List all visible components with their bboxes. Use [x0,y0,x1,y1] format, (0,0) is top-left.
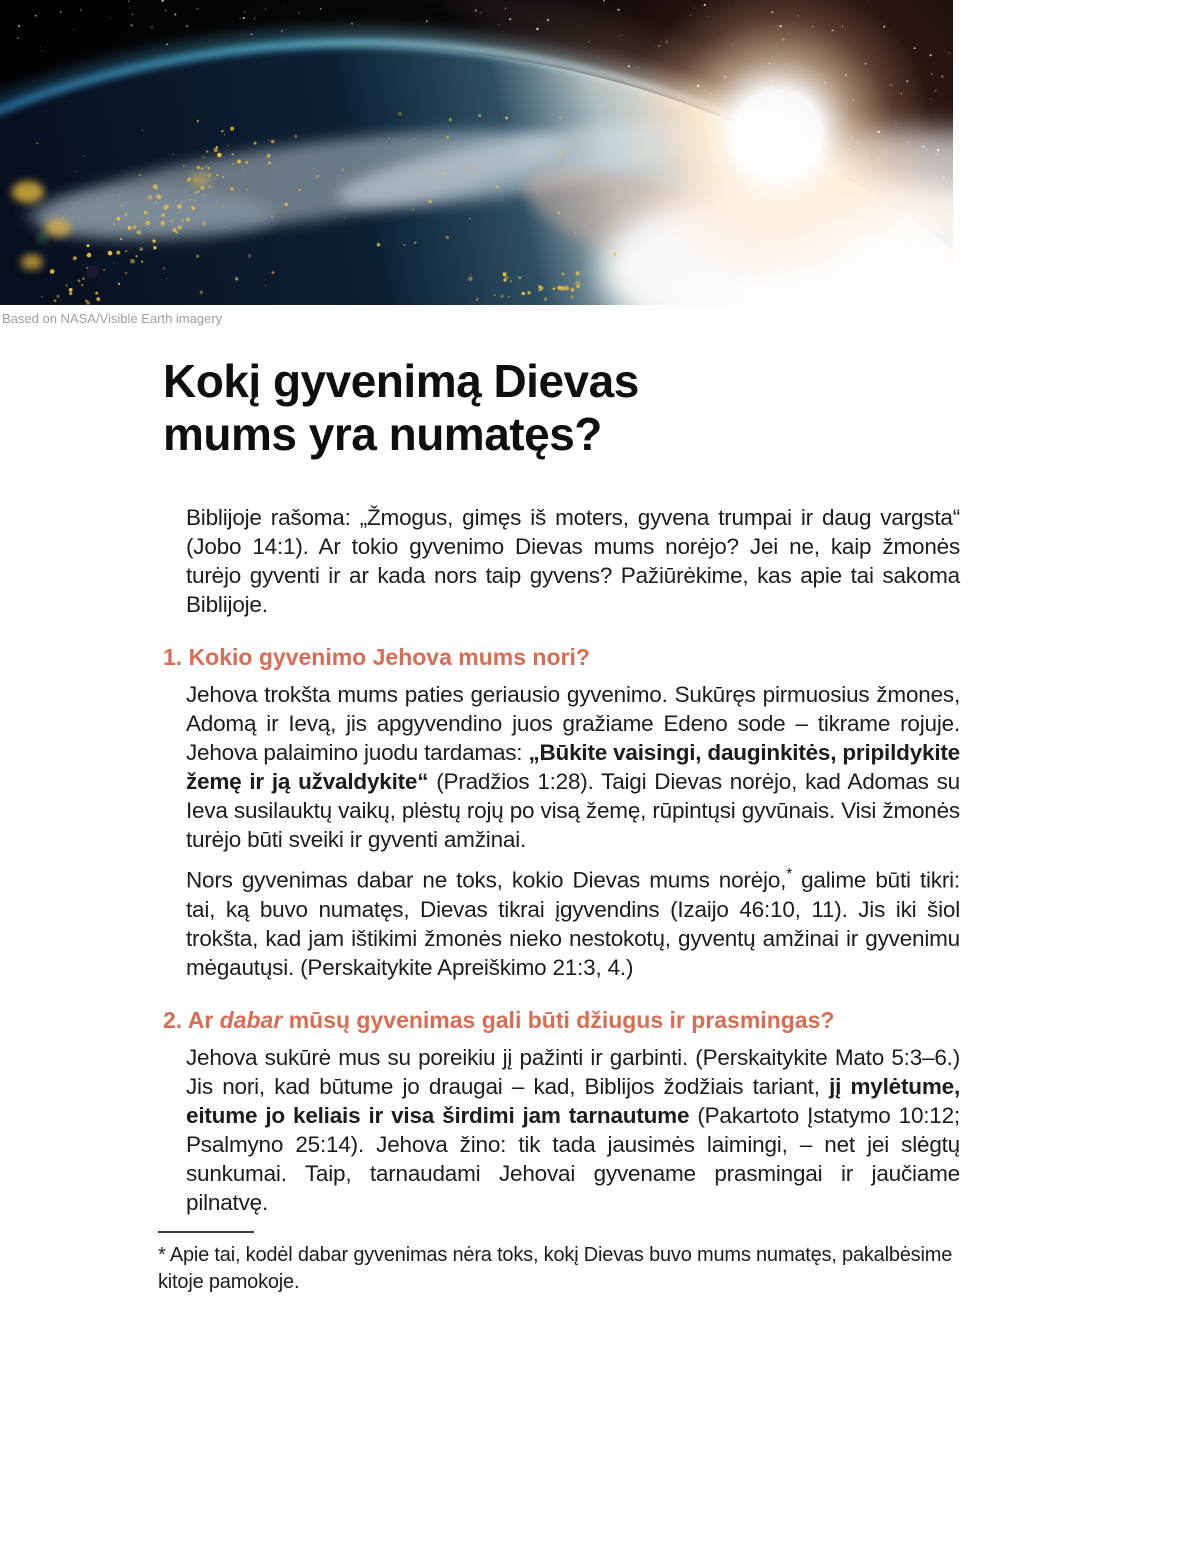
paragraph: Jehova sukūrė mus su poreikiu jį pažinti ir garbinti. (Perskaitykite Mato 5:3–6.) Jis nori, kad būtume jo draugai – kad, Biblijos žodžiais tariant, jį mylėtume, eitume jo keliais ir visa širdimi jam tarnautume (Pakartoto Įstatymo 10:12; Psalmyno 25:14). Jehova žino: tik tada jausimės laimingi, – net jei slėgtų sunkumai. Taip, tarnaudami Jehovai gyvename prasmingai ir jaučiame pilnatvę. [186,1044,960,1215]
footnote-text: * Apie tai, kodėl dabar gyvenimas nėra toks, kokį Dievas buvo mums numatęs, pakalbėsime kitoje pamokoje. [158,1243,953,1293]
image-credit-caption: Based on NASA/Visible Earth imagery [2,311,223,326]
sections-container [163,643,960,1217]
section-heading: 1. Kokio gyvenimo Jehova mums nori? [163,644,590,670]
hero-row [0,0,1200,305]
earth-from-space-image [0,0,953,305]
paragraph: Nors gyvenimas dabar ne toks, kokio Dievas mums norėjo,* galime būti tikri: tai, ką buvo numatęs, Dievas tikrai įgyvendins (Izaijo 46:10, 11). Jis iki šiol trokšta, kad jam ištikimi žmonės nieko nestokotų, gyventų amžinai ir gyvenimu mėgautųsi. (Perskaitykite Apreiškimo 21:3, 4.) [186,866,960,980]
lesson-section [163,643,960,982]
page-title-line-2: mums yra numatęs? [163,408,602,460]
chapter-number: 25 [1027,82,1131,192]
chapter-number-underline [1029,199,1129,208]
chapter-number-box [958,0,1200,305]
paragraph: Jehova trokšta mums paties geriausio gyvenimo. Sukūręs pirmuosius žmones, Adomą ir Ievą, jis apgyvendino juos gražiame Edeno sode – tikrame rojuje. Jehova palaimino juodu tardamas: „Būkite vaisingi, dauginkitės, pripildykite žemę ir ją užvaldykite“ (Pradžios 1:28). Taigi Dievas norėjo, kad Adomas su Ieva susilauktų vaikų, plėstų rojų po visą žemę, rūpintųsi gyvūnais. Visi žmonės turėjo būti sveiki ir gyventi amžinai. [186,682,960,852]
page-title-line-1: Kokį gyvenimą Dievas [163,355,639,407]
lesson-section [163,1006,960,1217]
intro-paragraph: Biblijoje rašoma: „Žmogus, gimęs iš moters, gyvena trumpai ir daug vargsta“ (Jobo 14:1). Ar tokio gyvenimo Dievas mums norėjo? Jei ne, kaip žmonės turėjo gyventi ir ar kada nors taip gyvens? Pažiūrėkime, kas apie tai sakoma Biblijoje. [186,505,960,617]
page-title [163,355,960,461]
footnote-divider [158,1231,254,1233]
section-paragraphs [163,1043,960,1217]
section-heading: 2. Ar dabar mūsų gyvenimas gali būti džiugus ir prasmingas? [163,1006,835,1033]
section-paragraphs [163,680,960,982]
article-body [0,355,1200,1296]
